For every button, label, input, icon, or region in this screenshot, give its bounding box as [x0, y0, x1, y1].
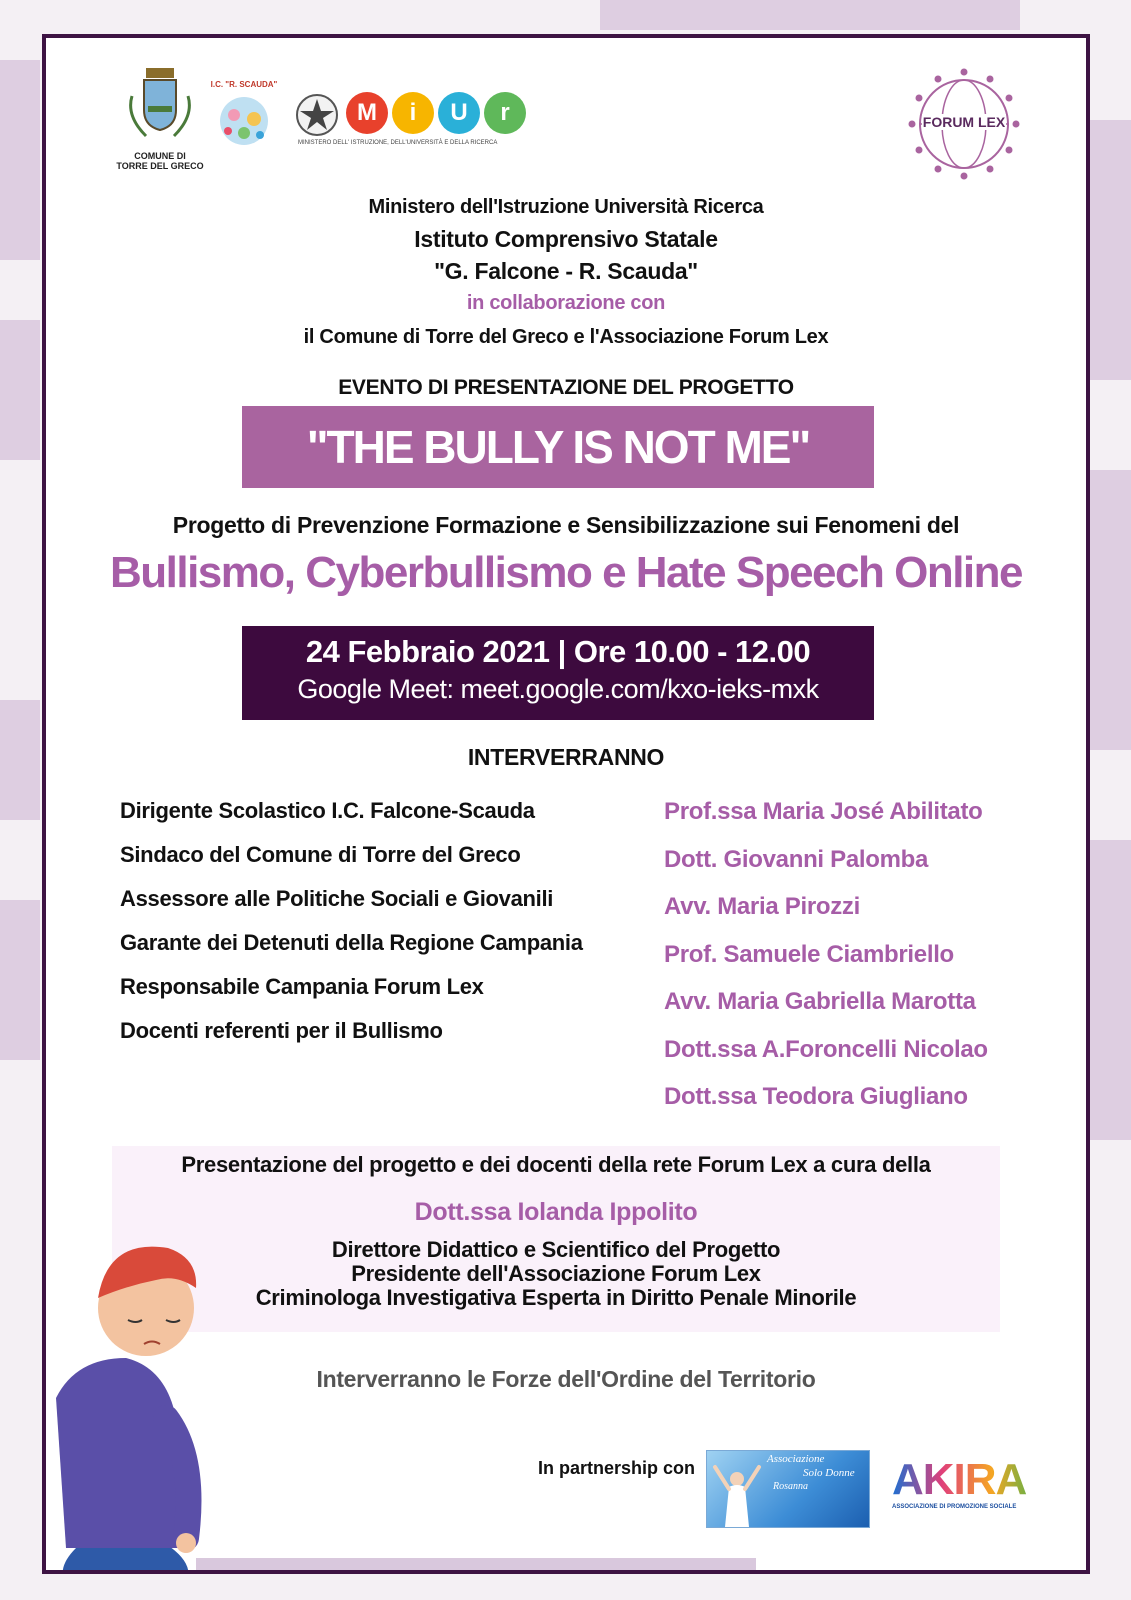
bottom-accent-bar: [196, 1558, 756, 1572]
intro-collaboration: in collaborazione con: [466, 292, 666, 314]
comune-logo-caption: COMUNE DI TORRE DEL GRECO: [116, 151, 204, 171]
partner-akira-logo: [892, 1455, 1042, 1518]
speaker-name: Dott.ssa Teodora Giugliano: [664, 1083, 968, 1110]
presentation-box: [112, 1146, 1000, 1332]
school-logo: [208, 80, 280, 158]
background-shape: [1090, 470, 1131, 750]
coat-of-arms-icon: [110, 66, 210, 146]
school-emblem-icon: [208, 89, 280, 153]
footer-forces: Interverranno le Forze dell'Ordine del Territorio: [316, 1366, 816, 1392]
partner-akira-name: AKIRA: [892, 1458, 1042, 1502]
background-shape: [1090, 120, 1131, 380]
speaker-name: Avv. Maria Gabriella Marotta: [664, 988, 976, 1015]
event-subtitle: Progetto di Prevenzione Formazione e Sensibilizzazione sui Fenomeni del: [172, 512, 960, 538]
event-title: "THE BULLY IS NOT ME": [242, 406, 874, 488]
event-headline: Bullismo, Cyberbullismo e Hate Speech Online: [109, 548, 1022, 597]
speaker-role: Assessore alle Politiche Sociali e Giovanili: [120, 886, 554, 911]
partner-solo-donne-logo: [706, 1450, 870, 1528]
miur-caption: MINISTERO DELL' ISTRUZIONE, DELL'UNIVERSITÀ E DELLA RICERCA: [298, 140, 498, 146]
speaker-names-list: [664, 798, 1084, 1131]
miur-letter-m: M: [346, 92, 388, 134]
background-shape: [1090, 840, 1131, 1140]
event-datetime: 24 Febbraio 2021 | Ore 10.00 - 12.00: [305, 634, 811, 669]
speaker-role: Garante dei Detenuti della Regione Campania: [120, 930, 583, 955]
background-shape: [0, 60, 40, 260]
forumlex-logo-text: FORUM LEX: [922, 114, 1006, 130]
intro-partners: il Comune di Torre del Greco e l'Associazione Forum Lex: [303, 326, 829, 348]
italian-emblem-icon: [292, 90, 342, 140]
event-label: EVENTO DI PRESENTAZIONE DEL PROGETTO: [338, 376, 794, 399]
speaker-name: Dott.ssa A.Foroncelli Nicolao: [664, 1035, 988, 1063]
partnership-label: In partnership con: [538, 1458, 696, 1478]
speaker-role: Responsabile Campania Forum Lex: [120, 974, 484, 999]
partner-akira-caption: ASSOCIAZIONE DI PROMOZIONE SOCIALE: [892, 1504, 1017, 1510]
presentation-intro: Presentazione del progetto e dei docenti della rete Forum Lex a cura della: [181, 1152, 931, 1177]
speaker-name: Avv. Maria Pirozzi: [664, 893, 860, 920]
speaker-name: Prof. Samuele Ciambriello: [664, 940, 954, 968]
partner-solo-donne-line: Associazione: [767, 1453, 825, 1465]
partner-solo-donne-line: Rosanna: [773, 1481, 808, 1492]
speakers-heading: INTERVERRANNO: [467, 744, 665, 770]
speaker-role: Dirigente Scolastico I.C. Falcone-Scauda: [120, 798, 535, 823]
poster-frame: [42, 34, 1090, 1574]
partner-solo-donne-line: Solo Donne: [803, 1467, 855, 1479]
event-date-bar: [242, 626, 874, 720]
forumlex-logo: [904, 64, 1024, 184]
background-shape: [0, 900, 40, 1060]
background-shape: [600, 0, 1020, 30]
intro-institute: Istituto Comprensivo Statale: [414, 226, 718, 252]
speaker-role: Docenti referenti per il Bullismo: [120, 1018, 443, 1043]
speaker-role: Sindaco del Comune di Torre del Greco: [120, 842, 521, 867]
comune-logo: [110, 66, 210, 176]
woman-figure-icon: [709, 1453, 769, 1529]
presentation-role: Criminologa Investigativa Esperta in Diritto Penale Minorile: [255, 1285, 857, 1310]
miur-letter-r: r: [484, 92, 526, 134]
speaker-roles-list: [120, 798, 640, 1062]
event-meet-link[interactable]: Google Meet: meet.google.com/kxo-ieks-mxk: [297, 674, 819, 704]
presentation-speaker-name: Dott.ssa Iolanda Ippolito: [414, 1198, 698, 1226]
intro-ministry: Ministero dell'Istruzione Università Ricerca: [368, 196, 764, 218]
background-shape: [0, 700, 40, 820]
miur-letter-i: i: [392, 92, 434, 134]
school-logo-text: I.C. "R. SCAUDA": [210, 80, 278, 89]
miur-logo: [292, 84, 532, 154]
intro-school-name: "G. Falcone - R. Scauda": [434, 258, 698, 284]
background-shape: [0, 320, 40, 460]
speaker-name: Dott. Giovanni Palomba: [664, 845, 929, 873]
presentation-role: Direttore Didattico e Scientifico del Progetto: [331, 1237, 781, 1262]
presentation-role: Presidente dell'Associazione Forum Lex: [351, 1261, 761, 1286]
speaker-name: Prof.ssa Maria José Abilitato: [664, 798, 983, 825]
miur-letter-u: U: [438, 92, 480, 134]
